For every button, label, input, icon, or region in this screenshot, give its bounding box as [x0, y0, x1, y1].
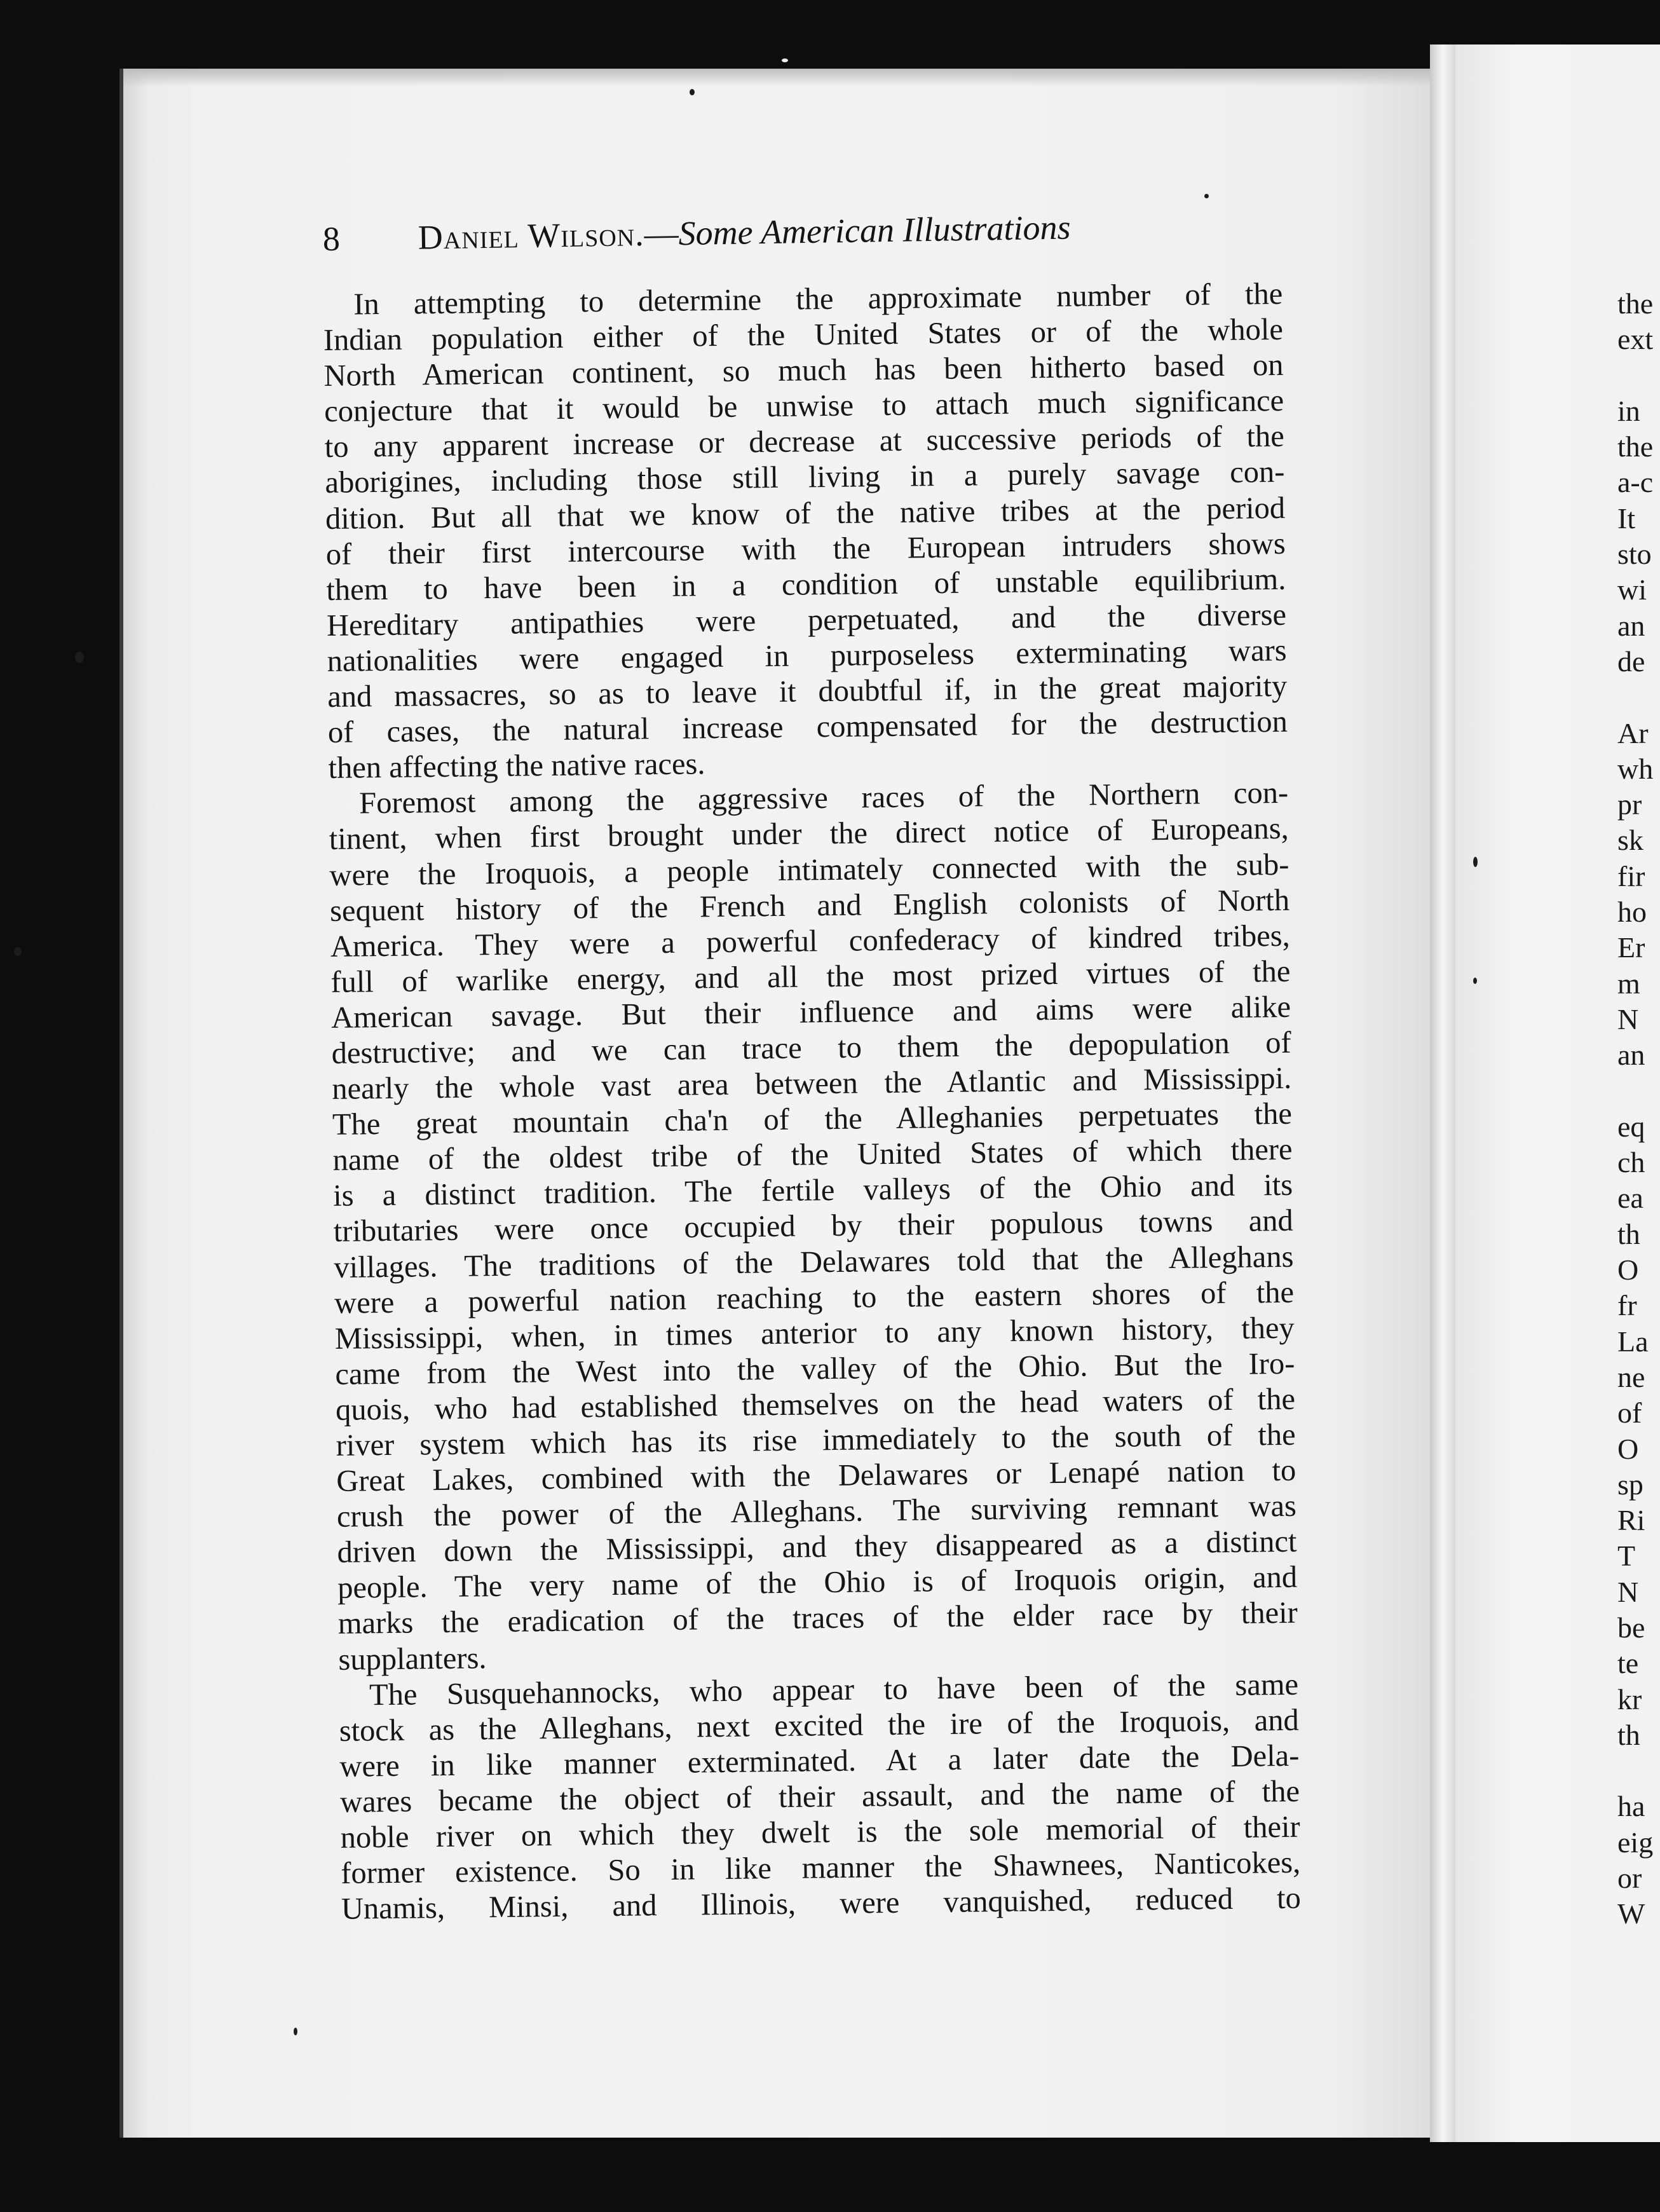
scan-speck	[1204, 194, 1209, 198]
running-separator: —	[644, 214, 679, 254]
text-line: tinent, when first brought under the direct notice of Europeans,	[329, 812, 1289, 857]
text-line: noble river on which they dwelt is the sole memorial of their	[340, 1810, 1300, 1855]
facing-page-fragment: O	[1617, 1432, 1639, 1465]
text-line: The Susquehannocks, who appear to have been of the same	[369, 1667, 1299, 1712]
text-line: people. The very name of the Ohio is of Iroquois origin, and	[337, 1560, 1298, 1606]
text-line: full of warlike energy, and all the most prized virtues of the	[330, 954, 1291, 999]
facing-page-fragment: N	[1617, 1002, 1639, 1035]
text-line: Mississippi, when, in times anterior to any known history, they	[334, 1311, 1295, 1356]
facing-page-fragment: Ri	[1617, 1504, 1645, 1537]
facing-page-fragment: N	[1617, 1575, 1639, 1608]
text-line: American savage. But their influence and aims were alike	[330, 990, 1291, 1035]
running-author: Daniel Wilson.	[418, 215, 645, 257]
facing-page-fragment: an	[1617, 1039, 1645, 1072]
facing-page-fragment: Ar	[1617, 716, 1649, 749]
facing-page-fragment	[1617, 1074, 1660, 1109]
text-line: The great mountain cha'n of the Alleghanies perpetuates the	[332, 1096, 1293, 1142]
facing-page-fragment: ext	[1617, 323, 1654, 356]
text-line: is a distinct tradition. The fertile valleys of the Ohio and its	[332, 1168, 1293, 1213]
running-title: Some American Illustrations	[678, 208, 1071, 253]
text-line: Great Lakes, combined with the Delawares or Lenapé nation to	[336, 1453, 1296, 1498]
text-line: villages. The traditions of the Delawares told that the Alleghans	[334, 1239, 1294, 1285]
facing-page-fragment: fr	[1617, 1289, 1637, 1322]
facing-page-fragment: wh	[1617, 752, 1654, 785]
text-line: dition. But all that we know of the native tribes at the period	[325, 491, 1286, 536]
facing-page-fragment: te	[1617, 1647, 1639, 1680]
text-line: them to have been in a condition of unstable equilibrium.	[326, 562, 1286, 607]
text-line: to any apparent increase or decrease at successive periods of the	[324, 420, 1285, 465]
facing-page-fragment: sk	[1617, 824, 1643, 857]
text-line: river system which has its rise immediately to the south of the	[336, 1417, 1296, 1463]
facing-page-fragment: the	[1617, 430, 1654, 463]
facing-page-fragment: It	[1617, 502, 1636, 535]
text-line: aborigines, including those still living in a purely savage con-	[325, 455, 1285, 500]
text-line: and massacres, so as to leave it doubtful if, in the great majority	[327, 669, 1288, 714]
text-line: quois, who had established themselves on the head waters of the	[335, 1382, 1296, 1427]
scan-speck	[782, 58, 788, 62]
scan-speck	[172, 2015, 177, 2020]
text-line: Foremost among the aggressive races of the Northern con-	[358, 776, 1289, 821]
facing-page-fragment	[1617, 358, 1660, 393]
text-line: America. They were a powerful confederacy of kindred tribes,	[330, 918, 1290, 964]
facing-page-fragment: th	[1617, 1718, 1640, 1751]
text-line: of cases, the natural increase compensated for the destruction	[327, 704, 1288, 750]
facing-page-fragment: La	[1617, 1325, 1649, 1358]
facing-page-fragment: a-c	[1617, 466, 1654, 499]
facing-page-fragment: in	[1617, 394, 1640, 427]
facing-page-fragment: ch	[1617, 1146, 1645, 1179]
facing-page-fragment: ne	[1617, 1360, 1645, 1393]
facing-page-fragment	[1617, 679, 1660, 715]
text-line: Unamis, Minsi, and Illinois, were vanquished, reduced to	[341, 1881, 1302, 1927]
facing-page-fragment	[1617, 1753, 1660, 1789]
text-line: name of the oldest tribe of the United States of which there	[332, 1133, 1293, 1178]
facing-page-fragment: ha	[1617, 1790, 1645, 1823]
text-line: Hereditary antipathies were perpetuated, and the diverse	[326, 597, 1287, 643]
text-line: were a powerful nation reaching to the eastern shores of the	[334, 1275, 1295, 1320]
facing-page-fragment: eq	[1617, 1110, 1645, 1143]
text-line: Indian population either of the United States or of the whole	[323, 312, 1284, 358]
scan-speck	[1473, 857, 1478, 867]
facing-page-fragment: the	[1617, 287, 1654, 320]
facing-page-text	[1617, 286, 1660, 1932]
facing-page-fragment: O	[1617, 1253, 1639, 1287]
text-line: came from the West into the valley of the Ohio. But the Iro-	[335, 1346, 1295, 1391]
text-line: driven down the Mississippi, and they disappeared as a distinct	[337, 1525, 1297, 1570]
text-line: former existence. So in like manner the Shawnees, Nanticokes,	[341, 1845, 1301, 1890]
facing-page-fragment: th	[1617, 1217, 1640, 1250]
scan-speck	[690, 89, 695, 95]
book-gutter	[1430, 44, 1459, 2142]
scan-speck	[294, 2028, 297, 2035]
facing-page-fragment: pr	[1617, 788, 1642, 821]
facing-page-fragment: ea	[1617, 1182, 1643, 1215]
facing-page-fragment: Er	[1617, 931, 1645, 964]
text-line: were the Iroquois, a people intimately connected with the sub-	[329, 847, 1289, 892]
text-line: wares became the object of their assault, and the name of the	[339, 1774, 1300, 1819]
facing-page-fragment: fir	[1617, 859, 1645, 892]
page-number: 8	[322, 219, 341, 258]
facing-page-fragment: sto	[1617, 538, 1652, 571]
text-line: nationalities were engaged in purposeless exterminating wars	[327, 633, 1287, 678]
text-line: In attempting to determine the approximate number of the	[353, 276, 1283, 322]
text-line: of their first intercourse with the European intruders shows	[325, 526, 1286, 571]
text-line: marks the eradication of the traces of the elder race by their	[337, 1596, 1298, 1641]
scan-speck	[75, 652, 84, 663]
text-line: sequent history of the French and English colonists of North	[329, 883, 1290, 928]
text-line: then affecting the native races.	[328, 747, 705, 786]
facing-page-fragment: an	[1617, 609, 1645, 642]
facing-page-fragment: sp	[1617, 1468, 1643, 1501]
text-line: supplanters.	[338, 1641, 487, 1677]
facing-page-fragment: T	[1617, 1540, 1636, 1573]
text-line: were in like manner exterminated. At a later date the Dela-	[339, 1738, 1300, 1784]
text-line: nearly the whole vast area between the Atlantic and Mississippi.	[332, 1061, 1292, 1106]
text-line: stock as the Alleghans, next excited the ire of the Iroquois, and	[339, 1703, 1299, 1748]
text-line: tributaries were once occupied by their populous towns and	[333, 1204, 1294, 1249]
facing-page-fragment: of	[1617, 1396, 1642, 1430]
facing-page-fragment: eig	[1617, 1826, 1654, 1859]
facing-page-fragment: de	[1617, 645, 1645, 678]
text-line: conjecture that it would be unwise to attach much significance	[323, 384, 1284, 429]
facing-page-fragment: wi	[1617, 573, 1647, 606]
facing-page-fragment: W	[1617, 1897, 1645, 1930]
facing-page-fragment: m	[1617, 967, 1640, 1000]
facing-page-fragment: kr	[1617, 1683, 1642, 1716]
facing-page-fragment: be	[1617, 1611, 1645, 1644]
text-line: destructive; and we can trace to them the depopulation of	[331, 1025, 1291, 1070]
facing-page-fragment: or	[1617, 1862, 1642, 1895]
facing-page-fragment: ho	[1617, 896, 1647, 929]
scan-speck	[1473, 978, 1477, 984]
text-line: crush the power of the Alleghans. The surviving remnant was	[336, 1489, 1297, 1534]
scan-speck	[14, 947, 22, 956]
text-line: North American continent, so much has been hitherto based on	[323, 348, 1284, 393]
body-text	[323, 276, 1301, 1927]
